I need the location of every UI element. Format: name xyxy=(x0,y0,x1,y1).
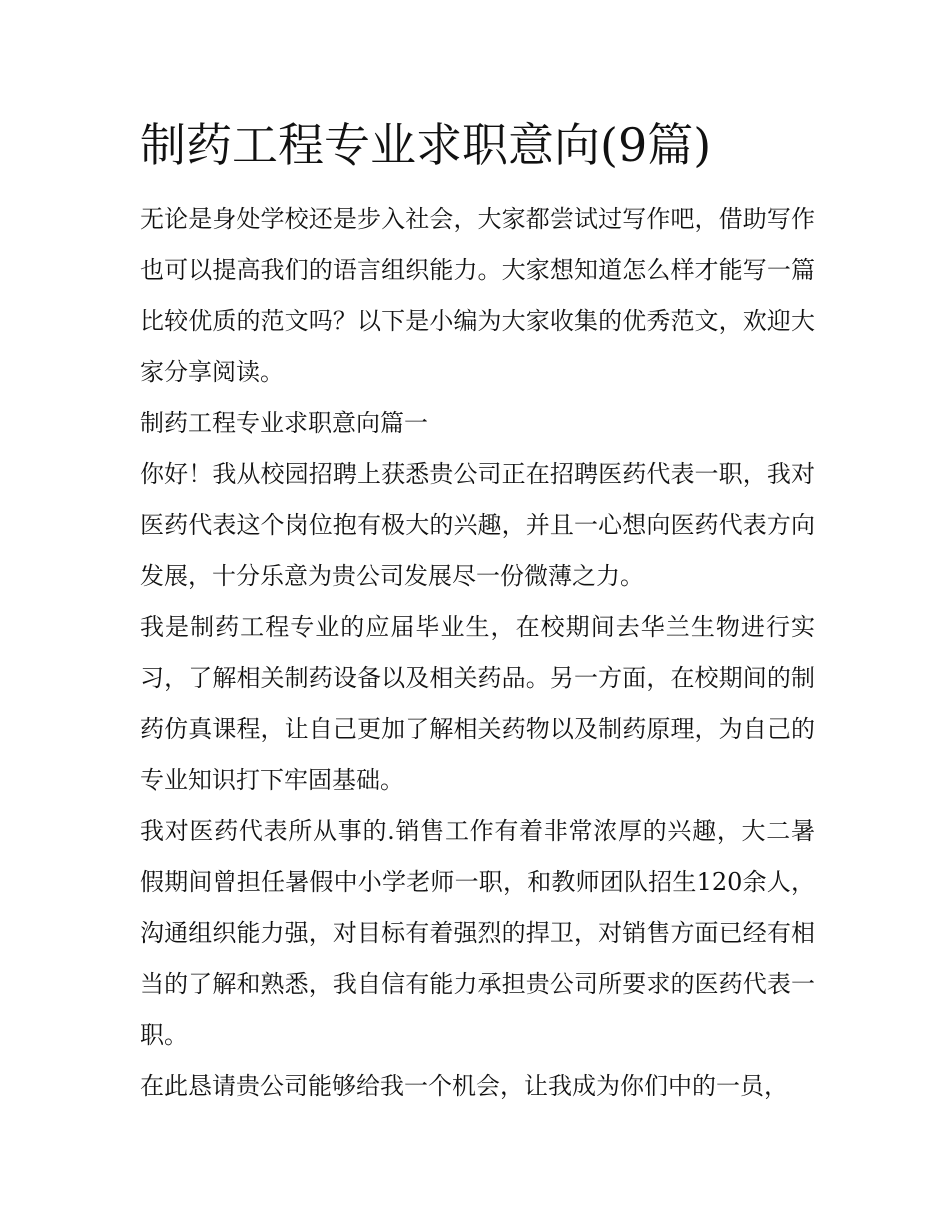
body-paragraph-2: 我是制药工程专业的应届毕业生，在校期间去华兰生物进行实习，了解相关制药设备以及相关药品。另一方面，在校期间的制药仿真课程，让自己更加了解相关药物以及制药原理，为自己的专业知识打下牢固基础。 xyxy=(140,613,815,794)
body-paragraph-4: 在此恳请贵公司能够给我一个机会，让我成为你们中的一员， xyxy=(140,1072,788,1100)
body-paragraph-3: 我对医药代表所从事的.销售工作有着非常浓厚的兴趣，大二暑假期间曾担任暑假中小学老师一职，和教师团队招生120余人，沟通组织能力强，对目标有着强烈的捍卫，对销售方面已经有相当的了解和熟悉，我自信有能力承担贵公司所要求的医药代表一职。 xyxy=(140,817,815,1049)
document-page xyxy=(140,110,815,1112)
section-heading: 制药工程专业求职意向篇一 xyxy=(140,409,428,437)
document-title: 制药工程专业求职意向(9篇) xyxy=(140,118,712,172)
body-paragraph-1: 你好！我从校园招聘上获悉贵公司正在招聘医药代表一职，我对医药代表这个岗位抱有极大的兴趣，并且一心想向医药代表方向发展，十分乐意为贵公司发展尽一份微薄之力。 xyxy=(140,460,815,590)
intro-paragraph: 无论是身处学校还是步入社会，大家都尝试过写作吧，借助写作也可以提高我们的语言组织能力。大家想知道怎么样才能写一篇比较优质的范文吗？以下是小编为大家收集的优秀范文，欢迎大家分享阅读。 xyxy=(140,205,815,386)
